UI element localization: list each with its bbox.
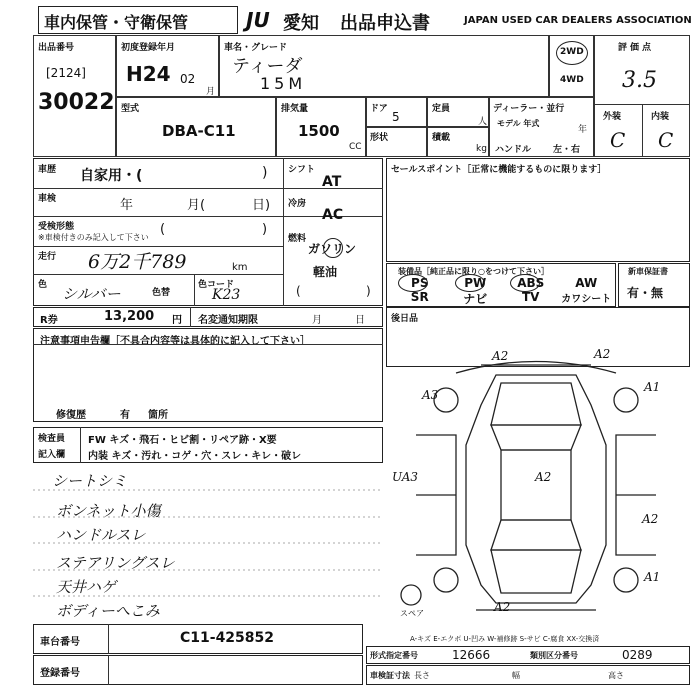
- rating-split: [642, 104, 643, 157]
- roof: [501, 450, 571, 520]
- note-line-4: ステアリングスレ: [56, 554, 175, 572]
- damage-legend: A-キズ E-エクボ U-凹み W-補修跡 S-サビ C-腐食 XX-交換済: [410, 635, 600, 643]
- abs-circle: [510, 274, 540, 292]
- capacity-unit: 人: [478, 117, 488, 127]
- mark-left-door: UA3: [392, 470, 419, 484]
- lot-bracket: [2124]: [46, 66, 86, 80]
- acceptance-note: ※車検付きのみ記入して下さい: [38, 233, 149, 242]
- note-line-5: 天井ハゲ: [56, 578, 117, 596]
- mark-right-rear: A1: [644, 570, 661, 584]
- inspection-month: 月(: [187, 198, 206, 213]
- org-english-title: JAPAN USED CAR DEALERS ASSOCIATION: [464, 15, 692, 26]
- note-rule-lines: [33, 465, 383, 620]
- mark-front-left: A2: [492, 349, 509, 363]
- dealer-label: ディーラー・並行: [493, 104, 565, 114]
- pw-circle: [455, 274, 485, 292]
- registration-label: 登録番号: [40, 668, 80, 679]
- form-title: 出品申込書: [340, 13, 430, 34]
- load-unit: kg: [476, 144, 487, 154]
- displacement-unit: CC: [349, 142, 362, 152]
- dims-width: 幅: [512, 671, 520, 680]
- rear-window: [491, 520, 581, 550]
- notice-day: 日: [355, 315, 365, 326]
- fuel-open: (: [296, 284, 301, 298]
- notice-month: 月: [312, 315, 322, 326]
- fuel-diesel[interactable]: 軽油: [313, 265, 338, 279]
- chassis-value: C11-425852: [180, 630, 275, 646]
- rating-ext-label: 外装: [603, 112, 622, 122]
- ju-logo: JU: [246, 8, 270, 32]
- wheel-rr: [614, 568, 638, 592]
- equip-abs[interactable]: ABS: [517, 276, 545, 290]
- repair-value: 有: [120, 410, 130, 421]
- equipment-label: 装備品［純正品に限り○をつけて下さい］: [398, 267, 549, 276]
- displacement-label: 排気量: [281, 104, 309, 114]
- fuel-label: 燃料: [288, 234, 307, 244]
- inspector-legend-label: 記入欄: [38, 450, 66, 460]
- car-grade: 15M: [260, 74, 307, 93]
- mileage-value: 6万2千789: [88, 251, 187, 273]
- org-name: 愛知: [283, 13, 319, 34]
- spare-label: スペア: [400, 609, 424, 618]
- color-split: [194, 274, 195, 306]
- displacement-value: 1500: [298, 122, 340, 140]
- history-label: 車歴: [38, 165, 57, 175]
- type-spec-label: 形式指定番号: [370, 651, 418, 660]
- back-notes-label: 後日品: [391, 314, 419, 324]
- r-ticket-split: [190, 307, 191, 327]
- dims-label: 車検証寸法: [370, 671, 410, 680]
- fuel-close: ): [366, 284, 371, 298]
- body-outline: [466, 375, 606, 603]
- r-ticket-value: 13,200: [104, 309, 155, 324]
- first-reg-month-unit: 月: [206, 87, 216, 97]
- rating-int-label: 内装: [651, 112, 670, 122]
- note-line-2: ボンネット小傷: [56, 502, 161, 520]
- doors-value: 5: [392, 110, 400, 124]
- capacity-label: 定員: [432, 104, 451, 114]
- col-line-1: [283, 158, 284, 306]
- load-label: 積載: [432, 133, 451, 143]
- shape-label: 形状: [370, 133, 389, 143]
- windshield: [491, 425, 581, 450]
- history-value: 自家用・(: [80, 168, 143, 184]
- rating-label: 評価点: [618, 43, 655, 53]
- equip-ps[interactable]: PS: [411, 276, 429, 290]
- mileage-label: 走行: [38, 252, 57, 262]
- inspector-label: 検査員: [38, 434, 66, 444]
- equip-navi[interactable]: ナビ: [463, 292, 488, 306]
- storage-label: 車内保管・守衛保管: [44, 13, 189, 32]
- class-value: 0289: [622, 648, 653, 662]
- chassis-label: 車台番号: [40, 637, 80, 648]
- notes-line: [33, 344, 383, 345]
- mark-trunk: A2: [494, 600, 511, 614]
- first-reg-month: 02: [180, 72, 196, 86]
- fuel-gas[interactable]: ガソリン: [308, 242, 357, 256]
- dealer-model-year: モデル 年式: [497, 119, 540, 128]
- car-name: ティーダ: [232, 56, 303, 77]
- ps-circle: [398, 274, 428, 292]
- trunk: [491, 550, 581, 593]
- model-label: 型式: [121, 104, 140, 114]
- dealer-handle: ハンドル: [495, 145, 532, 155]
- first-reg-label: 初度登録年月: [121, 43, 176, 53]
- sales-point-label: セールスポイント［正常に機能するものに限ります］: [391, 165, 607, 175]
- color-code-label: 色コード: [198, 280, 235, 290]
- color-value: シルバー: [62, 285, 121, 303]
- acceptance-close: ): [262, 222, 268, 237]
- equip-tv[interactable]: TV: [522, 290, 540, 304]
- rating-score: 3.5: [622, 68, 657, 93]
- inspection-label: 車検: [38, 194, 57, 204]
- wheel-rl: [434, 568, 458, 592]
- inspector-codes-2: 内装 キズ・汚れ・コゲ・穴・スレ・キレ・破レ: [88, 451, 302, 462]
- row-line-4: [33, 274, 283, 275]
- color-repaint: 色替: [152, 288, 171, 298]
- repair-place: 箇所: [148, 410, 168, 421]
- wheel-fr: [614, 388, 638, 412]
- notice-label: 名変通知期限: [198, 315, 258, 326]
- warranty-value[interactable]: 有・無: [627, 286, 664, 300]
- inspector-codes-1: FW キズ・飛石・ヒビ割・リペア跡・X要: [88, 435, 277, 446]
- dims-height: 高さ: [608, 671, 624, 680]
- ac-value: AC: [322, 207, 344, 223]
- first-reg-era: H24: [126, 62, 171, 86]
- acceptance-label: 受検形態: [38, 222, 75, 232]
- note-line-3: ハンドルスレ: [56, 526, 146, 544]
- note-line-6: ボディーへこみ: [56, 602, 160, 620]
- drive-2wd[interactable]: 2WD: [560, 47, 584, 57]
- r-ticket-unit: 円: [172, 315, 182, 326]
- equip-pw[interactable]: PW: [464, 276, 487, 290]
- lot-number: 30022: [38, 90, 115, 115]
- r-ticket-label: R券: [40, 315, 58, 326]
- hood: [491, 383, 581, 425]
- rating-int: C: [658, 128, 674, 152]
- mark-roof: A2: [535, 470, 552, 484]
- mark-front-right: A2: [594, 347, 611, 361]
- drive-4wd[interactable]: 4WD: [560, 75, 584, 85]
- registration-split: [108, 655, 109, 685]
- type-spec-value: 12666: [452, 648, 491, 662]
- dims-length: 長さ: [414, 671, 430, 680]
- acceptance-open: (: [160, 222, 166, 237]
- chassis-split: [108, 624, 109, 654]
- notes-label: 注意事項申告欄［不具合内容等は具体的に記入して下さい］: [40, 336, 310, 347]
- model-value: DBA-C11: [162, 122, 236, 140]
- equip-sr[interactable]: SR: [410, 290, 429, 304]
- rating-ext: C: [610, 128, 626, 152]
- dealer-year-unit: 年: [578, 125, 588, 135]
- shift-label: シフト: [288, 165, 316, 175]
- dealer-handle-val[interactable]: 左・右: [553, 145, 581, 155]
- history-close: ): [262, 165, 268, 181]
- ac-label: 冷房: [288, 199, 307, 209]
- color-code: K23: [212, 287, 241, 303]
- inspection-year: 年: [120, 198, 134, 213]
- mileage-unit: km: [232, 262, 248, 273]
- doors-label: ドア: [370, 104, 388, 114]
- color-label: 色: [38, 280, 48, 290]
- note-line-1: シートシミ: [52, 472, 128, 490]
- warranty-label: 新車保証書: [628, 267, 668, 276]
- mark-left-fender: A3: [422, 388, 439, 402]
- registration-box: [33, 655, 363, 685]
- mark-right-fender: A1: [644, 380, 661, 394]
- shift-value: AT: [322, 174, 342, 190]
- mark-right-door: A2: [642, 512, 659, 526]
- spare-wheel: [401, 585, 421, 605]
- front-fenders: [456, 362, 616, 374]
- equip-aw[interactable]: AW: [575, 276, 598, 290]
- inspection-day: 日): [252, 198, 271, 213]
- lot-label: 出品番号: [38, 43, 75, 53]
- repair-label: 修復歴: [56, 410, 86, 421]
- inspector-split: [80, 427, 81, 463]
- car-name-label: 車名・グレード: [224, 43, 288, 53]
- class-label: 類別区分番号: [530, 651, 578, 660]
- equip-leather[interactable]: カワシート: [561, 294, 612, 305]
